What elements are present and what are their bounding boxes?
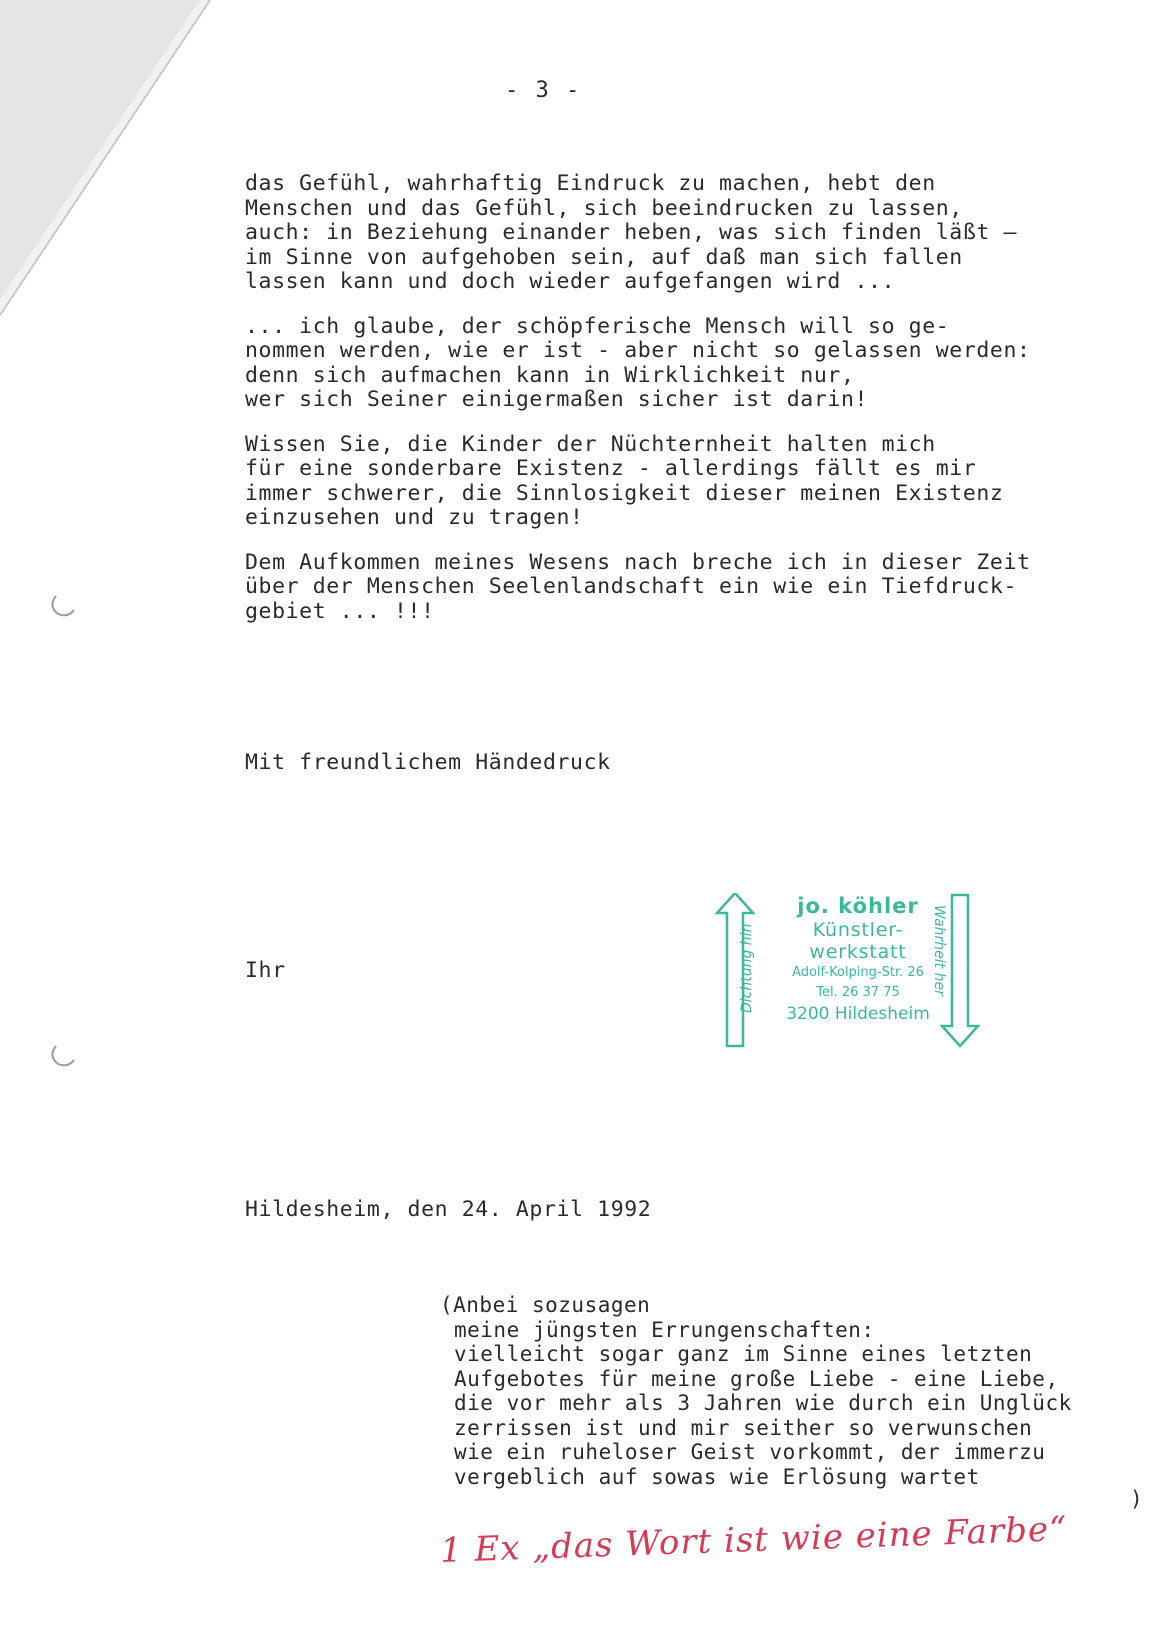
- text-line: nommen werden, wie er ist - aber nicht so gelassen werden:: [245, 338, 1031, 363]
- text-line: zerrissen ist und mir seither so verwunschen: [454, 1415, 1033, 1440]
- text-line: einzusehen und zu tragen!: [245, 505, 584, 530]
- text-line: vergeblich auf sowas wie Erlösung wartet: [454, 1464, 980, 1489]
- text-line: auch: in Beziehung einander heben, was sich finden läßt —: [245, 220, 1018, 245]
- page-number: - 3 -: [505, 78, 582, 103]
- text-line: ... ich glaube, der schöpferische Mensch will so ge-: [245, 313, 950, 339]
- text-line: im Sinne von aufgehoben sein, auf daß man sich fallen: [245, 244, 963, 270]
- stamp-address: Adolf-Kolping-Str. 26: [792, 965, 924, 980]
- text-line: gebiet ... !!!: [245, 598, 435, 624]
- closing-salutation: Mit freundlichem Händedruck: [245, 750, 611, 775]
- text-line: wie ein ruheloser Geist vorkommt, der immerzu: [454, 1440, 1046, 1464]
- text-line: (Anbei sozusagen: [440, 1293, 651, 1317]
- stamp-vertical-text: Wahrheit her: [931, 905, 947, 996]
- paragraph: [245, 433, 1105, 531]
- stamp-line: Künstler-: [812, 919, 904, 941]
- paragraph: [245, 172, 1105, 295]
- postscript-close-paren: ): [1130, 1487, 1143, 1511]
- text-line: Dem Aufkommen meines Wesens nach breche ich in dieser Zeit: [245, 549, 1031, 575]
- text-line: lassen kann und doch wieder aufgefangen wird ...: [245, 269, 896, 294]
- signoff: Ihr: [245, 958, 286, 983]
- punch-hole: [50, 592, 80, 618]
- handwritten-note: 1 Ex „das Wort ist wie eine Farbe“: [439, 1509, 1069, 1571]
- stamp-phone: Tel. 26 37 75: [816, 985, 900, 1000]
- text-line: die vor mehr als 3 Jahren wie durch ein Unglück: [454, 1391, 1072, 1415]
- paragraph: [245, 315, 1105, 413]
- stamp-text: [773, 893, 943, 1025]
- artist-stamp: [715, 893, 990, 1053]
- text-line: immer schwerer, die Sinnlosigkeit dieser meinen Existenz: [245, 480, 1004, 506]
- stamp-name: jo. köhler: [797, 894, 919, 918]
- text-line: über der Menschen Seelenlandschaft ein wie ein Tiefdruck-: [245, 574, 1018, 599]
- text-line: wer sich Seiner einigermaßen sicher ist darin!: [245, 387, 869, 412]
- text-line: Wissen Sie, die Kinder der Nüchternheit halten mich: [245, 431, 936, 457]
- paragraph: [245, 551, 1105, 625]
- place-and-date: Hildesheim, den 24. April 1992: [245, 1197, 652, 1222]
- text-line: meine jüngsten Errungenschaften:: [454, 1317, 875, 1342]
- text-line: Menschen und das Gefühl, sich beeindrucken zu lassen,: [245, 195, 963, 221]
- text-line: das Gefühl, wahrhaftig Eindruck zu machen, hebt den: [245, 171, 936, 196]
- punch-hole: [50, 1042, 80, 1068]
- stamp-vertical-text: Dichtung hin: [739, 923, 755, 1013]
- postscript: [440, 1293, 1140, 1489]
- text-line: vielleicht sogar ganz im Sinne eines letzten: [454, 1342, 1033, 1366]
- stamp-city: 3200 Hildesheim: [786, 1004, 930, 1024]
- stamp-line: werkstatt: [809, 941, 907, 963]
- text-line: Aufgebotes für meine große Liebe - eine Liebe,: [454, 1366, 1059, 1391]
- text-line: für eine sonderbare Existenz - allerdings fällt es mir: [245, 456, 977, 481]
- text-line: denn sich aufmachen kann in Wirklichkeit nur,: [245, 362, 855, 388]
- letter-body: [245, 172, 1105, 644]
